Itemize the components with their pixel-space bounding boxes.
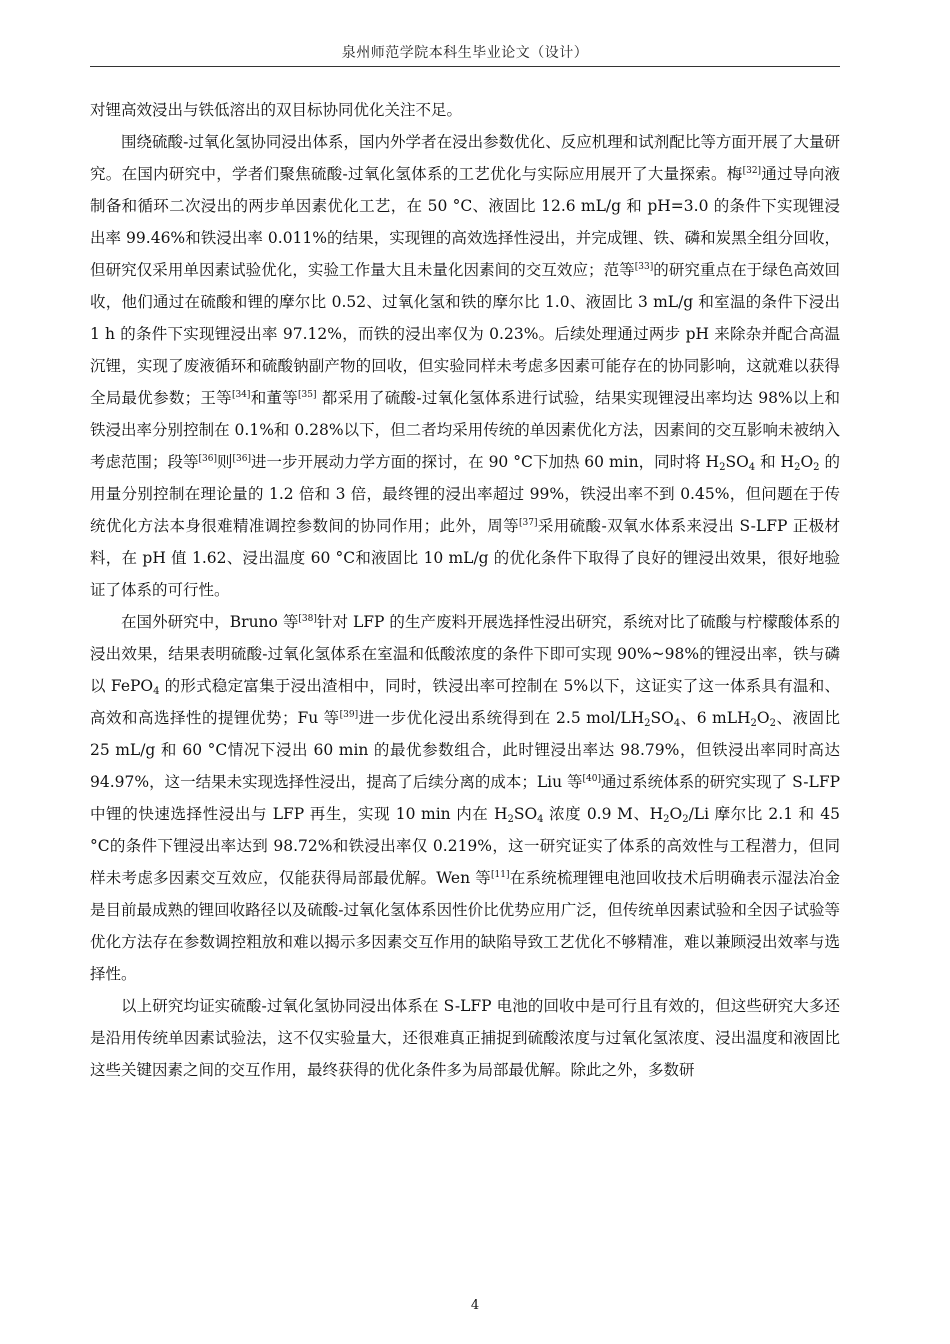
text-run: 采用硫酸-双氧水体系来浸出 S-LFP 正极材料，在 pH 值 1.62、浸出温度 60 °C和液固比 10 mL/g 的优化条件下取得了良好的锂浸出效果，很好地验证了体系的可行性。 <box>90 517 840 599</box>
citation-ref: [32] <box>742 166 762 176</box>
citation-ref: [37] <box>519 518 538 528</box>
text-run: SO <box>513 805 538 823</box>
text-run: 的研究重点在于绿色高效回收，他们通过在硫酸和锂的摩尔比 0.52、过氧化氢和铁的摩尔比 1.0、液固比 3 mL/g 和室温的条件下浸出 1 h 的条件下实现锂浸出率 97.12%，而铁的浸出率仅为 0.23%。后续处理通过两步 pH 来除杂并配合高温沉锂，实现了废液循环和硫酸钠副产物的回收，但实验同样未考虑多因素可能存在的协同影响，这就难以获得全局最优参数；王等 <box>90 261 840 407</box>
text-run: 的形式稳定富集于浸出渣相中，同时，铁浸出率可控制在 5%以下，这证实了这一体系具有温和、高效和高选择性的提锂优势；Fu 等 <box>90 677 840 727</box>
subscript: 2 <box>813 462 820 473</box>
text-run: SO <box>725 453 749 471</box>
subscript: 4 <box>153 686 160 697</box>
text-run: 对锂高效浸出与铁低溶出的双目标协同优化关注不足。 <box>90 101 463 119</box>
text-run: 进一步开展动力学方面的探讨，在 90 °C下加热 60 min，同时将 H <box>251 453 720 471</box>
subscript: 2 <box>769 718 776 729</box>
text-run: 浓度 0.9 M、H <box>543 805 664 823</box>
page-number: 4 <box>470 1298 480 1313</box>
text-run: O <box>800 453 814 471</box>
subscript: 2 <box>507 814 514 825</box>
paragraph-summary <box>90 990 840 1086</box>
text-run: 的用量分别控制在理论量的 1.2 倍和 3 倍，最终锂的浸出率超过 99%，铁浸出率不到 0.45%，但问题在于传统优化方法本身很难精准调控参数间的协同作用；此外，周等 <box>90 453 840 535</box>
citation-ref: [33] <box>634 262 654 272</box>
citation-ref: [11] <box>490 870 510 880</box>
paragraph-continuation <box>90 94 840 126</box>
text-run: 围绕硫酸-过氧化氢协同浸出体系，国内外学者在浸出参数优化、反应机理和试剂配比等方面开展了大量研究。在国内研究中，学者们聚焦硫酸-过氧化氢体系的工艺优化与实际应用展开了大量探索。梅 <box>90 133 840 183</box>
subscript: 2 <box>663 814 670 825</box>
text-run: 针对 LFP 的生产废料开展选择性浸出研究，系统对比了硫酸与柠檬酸体系的浸出效果，结果表明硫酸-过氧化氢体系在室温和低酸浓度的条件下即可实现 90%~98%的锂浸出率，铁与磷以 FePO <box>90 613 840 695</box>
subscript: 4 <box>748 462 756 473</box>
subscript: 4 <box>537 814 544 825</box>
text-run: O <box>756 709 770 727</box>
text-run: 、液固比 25 mL/g 和 60 °C情况下浸出 60 min 的最优参数组合，此时锂浸出率达 98.79%，但铁浸出率同时高达 94.97%，这一结果未实现选择性浸出，提高了后续分离的成本；Liu 等 <box>90 709 840 791</box>
text-run: 通过系统体系的研究实现了 S-LFP 中锂的快速选择性浸出与 LFP 再生，实现 10 min 内在 H <box>90 773 841 823</box>
subscript: 4 <box>673 718 681 729</box>
text-run: SO <box>650 709 674 727</box>
header-divider <box>90 66 840 67</box>
text-run: O <box>669 805 683 823</box>
text-run: 在系统梳理锂电池回收技术后明确表示湿法冶金是目前最成熟的锂回收路径以及硫酸-过氧化氢体系因性价比优势应用广泛，但传统单因素试验和全因子试验等优化方法存在参数调控粗放和难以揭示多因素交互作用的缺陷导致工艺优化不够精准，难以兼顾浸出效率与选择性。 <box>90 869 840 983</box>
subscript: 2 <box>719 462 726 473</box>
body-text <box>90 94 840 1086</box>
subscript: 2 <box>750 718 757 729</box>
paragraph-foreign-research <box>90 606 840 990</box>
text-run: 通过导向液制备和循环二次浸出的两步单因素优化工艺，在 50 °C、液固比 12.6 mL/g 和 pH=3.0 的条件下实现锂浸出率 99.46%和铁浸出率 0.011%的结果，实现锂的高效选择性浸出，并完成锂、铁、磷和炭黑全组分回收，但研究仅采用单因素试验优化，实验工作量大且未量化因素间的交互效应；范等 <box>90 165 840 279</box>
subscript: 2 <box>644 718 651 729</box>
text-run: 都采用了硫酸-过氧化氢体系进行试验，结果实现锂浸出率均达 98%以上和铁浸出率分别控制在 0.1%和 0.28%以下，但二者均采用传统的单因素优化方法，因素间的交互影响未被纳入考虑范围；段等 <box>90 389 840 471</box>
citation-ref: [36] <box>198 454 218 464</box>
text-run: 和董等 <box>250 389 299 407</box>
text-run: /Li 摩尔比 2.1 和 45 °C的条件下锂浸出率达到 98.72%和铁浸出率仅 0.219%，这一研究证实了体系的高效性与工程潜力，但同样未考虑多因素交互效应，仅能获得局部最优解。Wen 等 <box>90 805 840 887</box>
citation-ref: [34] <box>231 390 251 400</box>
subscript: 2 <box>794 462 801 473</box>
subscript: 2 <box>682 814 689 825</box>
text-run: 、6 mLH <box>680 709 751 727</box>
text-run: 则 <box>217 453 233 471</box>
text-run: 和 H <box>755 453 795 471</box>
citation-ref: [40] <box>582 774 602 784</box>
running-header: 泉州师范学院本科生毕业论文（设计） <box>341 45 589 61</box>
citation-ref: [39] <box>339 710 359 720</box>
paragraph-domestic-research <box>90 126 840 606</box>
citation-ref: [35] <box>298 390 317 400</box>
citation-ref: [36] <box>232 454 252 464</box>
text-run: 在国外研究中，Bruno 等 <box>121 613 299 631</box>
citation-ref: [38] <box>298 614 317 624</box>
text-run: 以上研究均证实硫酸-过氧化氢协同浸出体系在 S-LFP 电池的回收中是可行且有效的，但这些研究大多还是沿用传统单因素试验法，这不仅实验量大，还很难真正捕捉到硫酸浓度与过氧化氢浓度、浸出温度和液固比这些关键因素之间的交互作用，最终获得的优化条件多为局部最优解。除此之外，多数研 <box>90 997 840 1079</box>
text-run: 进一步优化浸出系统得到在 2.5 mol/LH <box>358 709 645 727</box>
